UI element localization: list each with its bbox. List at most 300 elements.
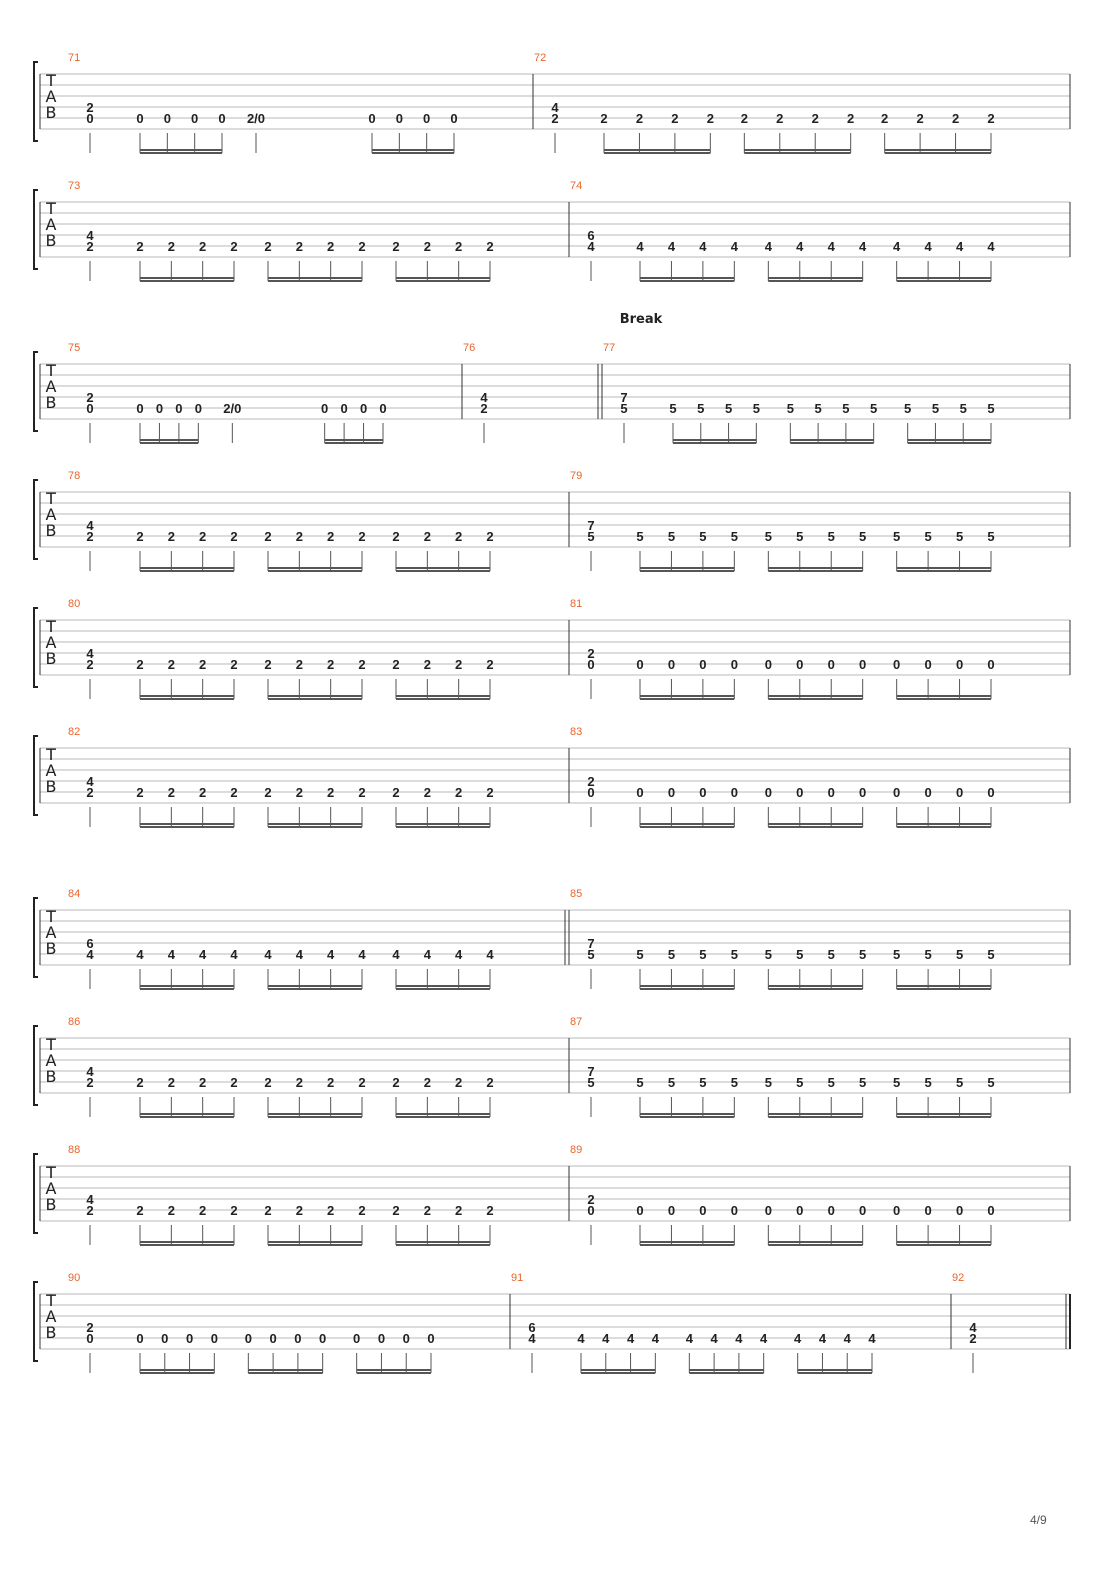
fret-number: 0 bbox=[667, 785, 676, 800]
fret-number: 2 bbox=[587, 774, 595, 789]
fret-number: 0 bbox=[427, 1331, 435, 1346]
fret-number: 4 bbox=[167, 947, 175, 962]
fret-number: 5 bbox=[636, 529, 644, 544]
fret-number: 0 bbox=[136, 1331, 144, 1346]
fret-number: 4 bbox=[827, 239, 835, 254]
fret-number: 4 bbox=[760, 1331, 768, 1346]
fret-number: 4 bbox=[577, 1331, 585, 1346]
fret-number: 2 bbox=[327, 529, 335, 544]
fret-number: 2 bbox=[327, 657, 335, 672]
fret-number: 2 bbox=[264, 239, 272, 254]
fret-number: 0 bbox=[587, 1203, 595, 1218]
fret-number: 5 bbox=[620, 401, 628, 416]
fret-number: 5 bbox=[730, 529, 738, 544]
fret-number: 2 bbox=[969, 1331, 977, 1346]
tab-clef-letter: A bbox=[45, 505, 57, 524]
fret-number: 2 bbox=[230, 529, 238, 544]
measure-number: 88 bbox=[68, 1144, 81, 1156]
fret-number: 2 bbox=[230, 1075, 238, 1090]
fret-number: 0 bbox=[955, 785, 964, 800]
fret-number: 2 bbox=[486, 657, 494, 672]
fret-number: 5 bbox=[814, 401, 822, 416]
fret-number: 0 bbox=[423, 111, 431, 126]
system-bracket bbox=[34, 62, 38, 141]
fret-number: 2 bbox=[86, 239, 94, 254]
fret-number: 2 bbox=[881, 111, 889, 126]
measure-number: 76 bbox=[463, 342, 476, 354]
fret-number: 5 bbox=[955, 529, 964, 544]
fret-number: 0 bbox=[924, 1203, 932, 1218]
fret-number: 2 bbox=[86, 657, 94, 672]
fret-number: 0 bbox=[667, 1203, 676, 1218]
fret-number: 2 bbox=[264, 1075, 272, 1090]
fret-number: 5 bbox=[893, 529, 901, 544]
tab-clef-letter: B bbox=[45, 1195, 57, 1214]
fret-number: 5 bbox=[893, 947, 901, 962]
fret-number: 0 bbox=[450, 111, 458, 126]
system-bracket bbox=[34, 736, 38, 815]
tab-clef-letter: B bbox=[45, 393, 57, 412]
fret-number: 4 bbox=[859, 239, 867, 254]
fret-number: 5 bbox=[786, 401, 794, 416]
fret-number: 2 bbox=[358, 657, 366, 672]
fret-number: 2 bbox=[167, 1075, 175, 1090]
fret-number: 0 bbox=[218, 111, 226, 126]
fret-number: 5 bbox=[893, 1075, 901, 1090]
fret-number: 4 bbox=[924, 239, 932, 254]
fret-number: 4 bbox=[987, 239, 995, 254]
fret-number: 5 bbox=[764, 1075, 772, 1090]
fret-number: 2 bbox=[199, 1203, 207, 1218]
measure-number: 91 bbox=[511, 1272, 524, 1284]
fret-number: 0 bbox=[827, 657, 835, 672]
fret-number: 0 bbox=[86, 111, 94, 126]
system-bracket bbox=[34, 608, 38, 687]
system-bracket bbox=[34, 352, 38, 431]
fret-number: 2 bbox=[423, 785, 431, 800]
fret-number: 2 bbox=[587, 646, 595, 661]
fret-number: 0 bbox=[699, 785, 707, 800]
fret-number: 2 bbox=[671, 111, 679, 126]
fret-number: 0 bbox=[587, 657, 595, 672]
fret-number: 2 bbox=[486, 529, 494, 544]
tab-clef-letter: T bbox=[46, 1163, 56, 1182]
tab-clef-letter: B bbox=[45, 777, 57, 796]
fret-number: 0 bbox=[667, 657, 676, 672]
fret-number: 4 bbox=[528, 1331, 536, 1346]
fret-number: 2 bbox=[327, 1203, 335, 1218]
tab-clef-letter: A bbox=[45, 633, 57, 652]
fret-number: 5 bbox=[959, 401, 967, 416]
fret-number: 2 bbox=[295, 1075, 303, 1090]
fret-number: 2 bbox=[480, 401, 488, 416]
system-bracket bbox=[34, 480, 38, 559]
fret-number: 2 bbox=[199, 529, 207, 544]
fret-number: 2 bbox=[740, 111, 748, 126]
tab-clef-letter: B bbox=[45, 649, 57, 668]
fret-number: 0 bbox=[194, 401, 202, 416]
measure-number: 73 bbox=[68, 180, 81, 192]
fret-number: 6 bbox=[587, 228, 595, 243]
fret-number: 4 bbox=[699, 239, 707, 254]
fret-number: 2 bbox=[86, 529, 94, 544]
fret-number: 0 bbox=[636, 657, 644, 672]
measure-number: 78 bbox=[68, 470, 81, 482]
fret-number: 4 bbox=[667, 239, 676, 254]
fret-number: 2 bbox=[86, 100, 94, 115]
tab-clef-letter: T bbox=[46, 489, 56, 508]
fret-number: 5 bbox=[924, 947, 932, 962]
fret-number: 2 bbox=[358, 1075, 366, 1090]
tab-clef-letter: T bbox=[46, 1035, 56, 1054]
fret-number: 5 bbox=[859, 1075, 867, 1090]
fret-number: 0 bbox=[987, 1203, 995, 1218]
fret-number: 2 bbox=[199, 657, 207, 672]
fret-number: 2 bbox=[230, 239, 238, 254]
fret-number: 4 bbox=[602, 1331, 610, 1346]
fret-number: 2 bbox=[327, 239, 335, 254]
measure-number: 81 bbox=[570, 598, 583, 610]
fret-number: 4 bbox=[230, 947, 238, 962]
fret-number: 5 bbox=[636, 947, 644, 962]
fret-number: 2 bbox=[295, 657, 303, 672]
fret-number: 4 bbox=[295, 947, 303, 962]
fret-number: 0 bbox=[210, 1331, 218, 1346]
fret-number: 2 bbox=[264, 785, 272, 800]
fret-number: 4 bbox=[86, 1192, 94, 1207]
fret-number: 4 bbox=[86, 947, 94, 962]
tab-clef-letter: T bbox=[46, 617, 56, 636]
fret-number: 2 bbox=[951, 111, 960, 126]
fret-number: 2 bbox=[392, 529, 400, 544]
measure-number: 87 bbox=[570, 1016, 583, 1028]
fret-number: 2 bbox=[392, 657, 400, 672]
measure-number: 82 bbox=[68, 726, 81, 738]
fret-number: 4 bbox=[626, 1331, 635, 1346]
fret-number: 0 bbox=[764, 657, 772, 672]
fret-number: 0 bbox=[136, 401, 144, 416]
fret-number: 5 bbox=[587, 529, 595, 544]
fret-number: 0 bbox=[764, 1203, 772, 1218]
fret-number: 0 bbox=[161, 1331, 169, 1346]
fret-number: 2 bbox=[199, 785, 207, 800]
fret-number: 2 bbox=[167, 657, 175, 672]
fret-number: 2/0 bbox=[246, 111, 266, 126]
fret-number: 4 bbox=[636, 239, 644, 254]
measure-number: 86 bbox=[68, 1016, 81, 1028]
measure-number: 79 bbox=[570, 470, 583, 482]
fret-number: 0 bbox=[859, 1203, 867, 1218]
fret-number: 5 bbox=[987, 529, 995, 544]
fret-number: 4 bbox=[455, 947, 463, 962]
fret-number: 4 bbox=[730, 239, 738, 254]
fret-number: 0 bbox=[730, 785, 738, 800]
fret-number: 0 bbox=[244, 1331, 252, 1346]
tab-clef-letter: A bbox=[45, 761, 57, 780]
measure-number: 77 bbox=[603, 342, 616, 354]
fret-number: 2 bbox=[423, 1203, 431, 1218]
fret-number: 2 bbox=[600, 111, 608, 126]
fret-number: 0 bbox=[893, 657, 901, 672]
fret-number: 0 bbox=[191, 111, 199, 126]
measure-number: 90 bbox=[68, 1272, 81, 1284]
fret-number: 0 bbox=[955, 1203, 964, 1218]
fret-number: 4 bbox=[955, 239, 964, 254]
fret-number: 0 bbox=[796, 785, 804, 800]
fret-number: 0 bbox=[294, 1331, 302, 1346]
fret-number: 5 bbox=[859, 947, 867, 962]
system-bracket bbox=[34, 1026, 38, 1105]
tab-clef-letter: B bbox=[45, 1067, 57, 1086]
fret-number: 0 bbox=[86, 401, 94, 416]
fret-number: 5 bbox=[667, 947, 676, 962]
fret-number: 2 bbox=[455, 529, 463, 544]
fret-number: 4 bbox=[264, 947, 272, 962]
fret-number: 2 bbox=[86, 1320, 94, 1335]
tab-clef-letter: T bbox=[46, 199, 56, 218]
fret-number: 4 bbox=[868, 1331, 876, 1346]
fret-number: 5 bbox=[859, 529, 867, 544]
fret-number: 2 bbox=[86, 1203, 94, 1218]
fret-number: 0 bbox=[319, 1331, 327, 1346]
fret-number: 2 bbox=[167, 1203, 175, 1218]
fret-number: 5 bbox=[752, 401, 760, 416]
fret-number: 0 bbox=[368, 111, 376, 126]
tab-clef-letter: T bbox=[46, 71, 56, 90]
fret-number: 7 bbox=[587, 936, 595, 951]
fret-number: 4 bbox=[358, 947, 366, 962]
fret-number: 2 bbox=[423, 239, 431, 254]
tab-clef-letter: B bbox=[45, 103, 57, 122]
fret-number: 2 bbox=[199, 239, 207, 254]
fret-number: 4 bbox=[893, 239, 901, 254]
fret-number: 4 bbox=[685, 1331, 693, 1346]
fret-number: 4 bbox=[818, 1331, 827, 1346]
fret-number: 4 bbox=[587, 239, 595, 254]
fret-number: 2 bbox=[136, 1075, 144, 1090]
fret-number: 2 bbox=[635, 111, 644, 126]
fret-number: 0 bbox=[955, 657, 964, 672]
fret-number: 0 bbox=[827, 1203, 835, 1218]
fret-number: 2 bbox=[358, 1203, 366, 1218]
fret-number: 0 bbox=[377, 1331, 386, 1346]
fret-number: 0 bbox=[699, 657, 707, 672]
fret-number: 0 bbox=[796, 1203, 804, 1218]
fret-number: 5 bbox=[931, 401, 940, 416]
fret-number: 4 bbox=[423, 947, 431, 962]
fret-number: 2 bbox=[455, 239, 463, 254]
fret-number: 5 bbox=[764, 947, 772, 962]
fret-number: 2 bbox=[392, 1075, 400, 1090]
tab-clef-letter: A bbox=[45, 215, 57, 234]
fret-number: 5 bbox=[827, 1075, 835, 1090]
tab-clef-letter: T bbox=[46, 745, 56, 764]
fret-number: 0 bbox=[185, 1331, 194, 1346]
fret-number: 2 bbox=[551, 111, 559, 126]
tab-clef-letter: T bbox=[46, 361, 56, 380]
fret-number: 5 bbox=[636, 1075, 644, 1090]
fret-number: 0 bbox=[155, 401, 164, 416]
fret-number: 0 bbox=[796, 657, 804, 672]
fret-number: 2 bbox=[167, 529, 175, 544]
fret-number: 0 bbox=[924, 657, 932, 672]
fret-number: 5 bbox=[796, 1075, 804, 1090]
fret-number: 5 bbox=[667, 1075, 676, 1090]
fret-number: 2 bbox=[847, 111, 855, 126]
fret-number: 4 bbox=[796, 239, 804, 254]
fret-number: 0 bbox=[893, 785, 901, 800]
page-number bbox=[1030, 1511, 1090, 1529]
fret-number: 0 bbox=[859, 785, 867, 800]
fret-number: 4 bbox=[486, 947, 494, 962]
fret-number: 5 bbox=[587, 1075, 595, 1090]
fret-number: 2 bbox=[136, 785, 144, 800]
section-label: Break bbox=[619, 312, 663, 327]
fret-number: 2 bbox=[230, 657, 238, 672]
fret-number: 2 bbox=[327, 1075, 335, 1090]
fret-number: 4 bbox=[327, 947, 335, 962]
tab-clef-letter: A bbox=[45, 1307, 57, 1326]
fret-number: 0 bbox=[636, 785, 644, 800]
fret-number: 2 bbox=[358, 529, 366, 544]
measure-number: 75 bbox=[68, 342, 81, 354]
fret-number: 2 bbox=[455, 1075, 463, 1090]
measure-number: 74 bbox=[570, 180, 583, 192]
fret-number: 5 bbox=[955, 1075, 964, 1090]
tab-clef-letter: A bbox=[45, 923, 57, 942]
fret-number: 2 bbox=[706, 111, 714, 126]
fret-number: 2 bbox=[230, 1203, 238, 1218]
fret-number: 0 bbox=[163, 111, 171, 126]
fret-number: 2 bbox=[811, 111, 819, 126]
fret-number: 2 bbox=[916, 111, 924, 126]
fret-number: 4 bbox=[86, 774, 94, 789]
fret-number: 5 bbox=[724, 401, 733, 416]
tab-clef-letter: B bbox=[45, 939, 57, 958]
fret-number: 0 bbox=[987, 657, 995, 672]
fret-number: 4 bbox=[199, 947, 207, 962]
fret-number: 2 bbox=[86, 1075, 94, 1090]
fret-number: 2 bbox=[136, 239, 144, 254]
page-number-text: 4/9 bbox=[1030, 1513, 1047, 1527]
fret-number: 5 bbox=[924, 1075, 932, 1090]
measure-number: 72 bbox=[534, 52, 547, 64]
fret-number: 2 bbox=[327, 785, 335, 800]
fret-number: 5 bbox=[699, 947, 707, 962]
measure-number: 71 bbox=[68, 52, 81, 64]
measure-number: 80 bbox=[68, 598, 81, 610]
fret-number: 5 bbox=[827, 529, 835, 544]
fret-number: 5 bbox=[667, 529, 676, 544]
tab-clef-letter: A bbox=[45, 377, 57, 396]
fret-number: 2 bbox=[423, 657, 431, 672]
system-bracket bbox=[34, 1154, 38, 1233]
system-bracket bbox=[34, 898, 38, 977]
fret-number: 2/0 bbox=[223, 401, 242, 416]
fret-number: 4 bbox=[86, 518, 94, 533]
fret-number: 7 bbox=[587, 1064, 595, 1079]
fret-number: 2 bbox=[86, 785, 94, 800]
fret-number: 7 bbox=[587, 518, 595, 533]
fret-number: 5 bbox=[987, 947, 995, 962]
fret-number: 2 bbox=[423, 529, 431, 544]
fret-number: 2 bbox=[486, 239, 494, 254]
measure-number: 89 bbox=[570, 1144, 583, 1156]
fret-number: 4 bbox=[86, 228, 94, 243]
fret-number: 5 bbox=[796, 529, 804, 544]
fret-number: 0 bbox=[827, 785, 835, 800]
fret-number: 5 bbox=[699, 1075, 707, 1090]
fret-number: 0 bbox=[175, 401, 183, 416]
fret-number: 2 bbox=[392, 785, 400, 800]
fret-number: 4 bbox=[794, 1331, 802, 1346]
fret-number: 0 bbox=[321, 401, 329, 416]
fret-number: 0 bbox=[359, 401, 368, 416]
tab-clef-letter: T bbox=[46, 1291, 56, 1310]
fret-number: 0 bbox=[86, 1331, 94, 1346]
fret-number: 2 bbox=[295, 529, 303, 544]
fret-number: 0 bbox=[764, 785, 772, 800]
fret-number: 7 bbox=[620, 390, 628, 405]
fret-number: 0 bbox=[587, 785, 595, 800]
fret-number: 2 bbox=[486, 785, 494, 800]
fret-number: 6 bbox=[528, 1320, 536, 1335]
fret-number: 2 bbox=[295, 1203, 303, 1218]
tab-clef-letter: B bbox=[45, 231, 57, 250]
fret-number: 2 bbox=[136, 1203, 144, 1218]
fret-number: 0 bbox=[340, 401, 348, 416]
fret-number: 5 bbox=[730, 1075, 738, 1090]
fret-number: 5 bbox=[904, 401, 912, 416]
fret-number: 5 bbox=[987, 1075, 995, 1090]
fret-number: 4 bbox=[86, 646, 94, 661]
fret-number: 2 bbox=[167, 785, 175, 800]
fret-number: 0 bbox=[699, 1203, 707, 1218]
fret-number: 2 bbox=[295, 239, 303, 254]
fret-number: 0 bbox=[395, 111, 403, 126]
fret-number: 2 bbox=[136, 529, 144, 544]
fret-number: 5 bbox=[587, 947, 595, 962]
tab-clef-letter: B bbox=[45, 1323, 57, 1342]
tab-clef-letter: A bbox=[45, 87, 57, 106]
fret-number: 4 bbox=[735, 1331, 743, 1346]
fret-number: 4 bbox=[843, 1331, 851, 1346]
measure-number: 92 bbox=[952, 1272, 965, 1284]
fret-number: 5 bbox=[697, 401, 705, 416]
fret-number: 2 bbox=[776, 111, 784, 126]
fret-number: 4 bbox=[764, 239, 772, 254]
measure-number: 83 bbox=[570, 726, 583, 738]
fret-number: 5 bbox=[796, 947, 804, 962]
fret-number: 0 bbox=[859, 657, 867, 672]
fret-number: 2 bbox=[199, 1075, 207, 1090]
fret-number: 2 bbox=[392, 1203, 400, 1218]
fret-number: 2 bbox=[358, 785, 366, 800]
fret-number: 0 bbox=[379, 401, 387, 416]
fret-number: 5 bbox=[870, 401, 878, 416]
fret-number: 4 bbox=[651, 1331, 659, 1346]
system-bracket bbox=[34, 1282, 38, 1361]
system-bracket bbox=[34, 190, 38, 269]
fret-number: 4 bbox=[710, 1331, 718, 1346]
measure-number: 85 bbox=[570, 888, 583, 900]
fret-number: 5 bbox=[842, 401, 850, 416]
fret-number: 2 bbox=[295, 785, 303, 800]
fret-number: 2 bbox=[358, 239, 366, 254]
fret-number: 2 bbox=[264, 1203, 272, 1218]
fret-number: 2 bbox=[455, 785, 463, 800]
fret-number: 2 bbox=[167, 239, 175, 254]
